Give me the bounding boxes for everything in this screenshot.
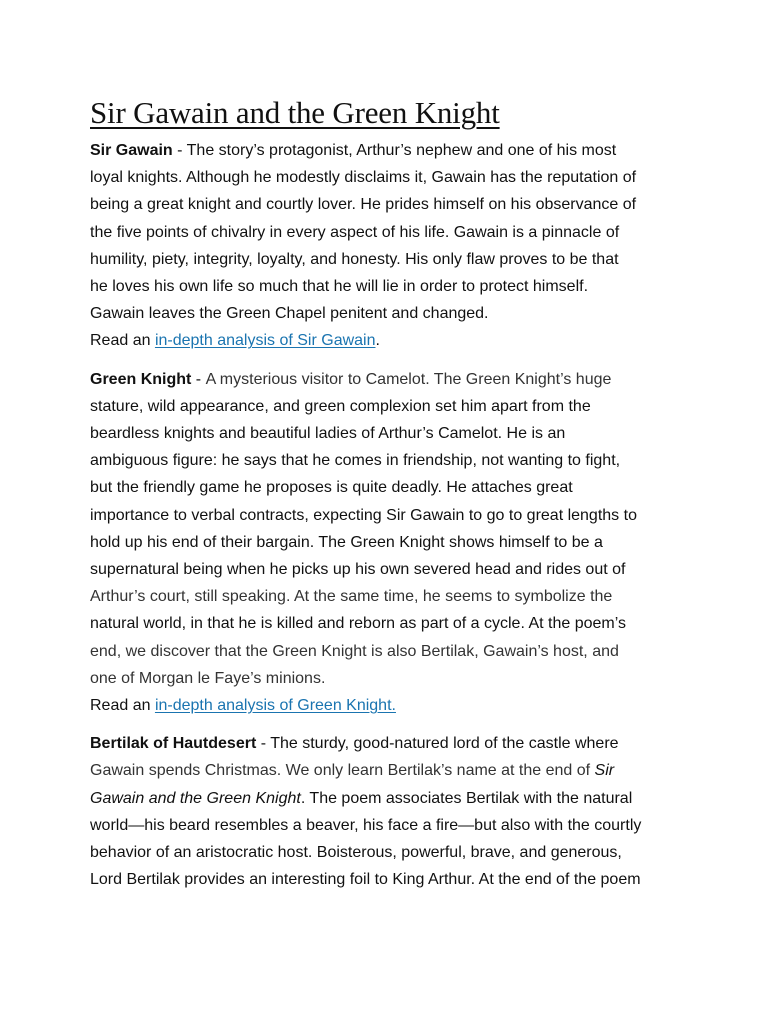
description-line: being a great knight and courtly lover. He prides himself on his observance of: [90, 196, 637, 214]
paragraph-gap: [90, 719, 684, 730]
description-line: he loves his own life so much that he will lie in order to protect himself.: [90, 278, 589, 296]
character-entry-bertilak: [90, 730, 684, 893]
read-more-prefix: Read an: [90, 697, 155, 715]
work-title-italic: Sir: [594, 762, 615, 780]
description-line: end, we discover that the Green Knight is also Bertilak, Gawain’s host, and: [90, 642, 619, 660]
description-line: The sturdy, good-natured lord of the castle where: [270, 735, 619, 753]
description-line: hold up his end of their bargain. The Green Knight shows himself to be a: [90, 533, 603, 551]
description-line: behavior of an aristocratic host. Boisterous, powerful, brave, and generous,: [90, 844, 622, 862]
description-line: Gawain leaves the Green Chapel penitent and changed.: [90, 305, 489, 323]
description-line: world—his beard resembles a beaver, his face a fire—but also with the courtly: [90, 816, 642, 834]
description-line: natural world, in that he is killed and reborn as part of a cycle. At the poem’s: [90, 615, 626, 633]
description-text: . The poem associates Bertilak with the natural: [300, 789, 633, 807]
read-more-line: [90, 327, 684, 354]
description-line: beardless knights and beautiful ladies of Arthur’s Camelot. He is an: [90, 425, 566, 443]
description-line: loyal knights. Although he modestly disclaims it, Gawain has the reputation of: [90, 169, 637, 187]
description-line: stature, wild appearance, and green complexion set him apart from the: [90, 397, 591, 415]
analysis-link-sir-gawain[interactable]: in-depth analysis of Sir Gawain: [154, 332, 376, 350]
description-line: Arthur’s court, still speaking. At the same time, he seems to symbolize the: [90, 588, 613, 606]
description-line: ambiguous figure: he says that he comes in friendship, not wanting to fight,: [90, 452, 621, 470]
description-line: Lord Bertilak provides an interesting foil to King Arthur. At the end of the poem: [90, 871, 641, 889]
description-line: the five points of chivalry in every aspect of his life. Gawain is a pinnacle of: [90, 223, 620, 241]
character-entry-green-knight: [90, 366, 684, 720]
description-line: supernatural being when he picks up his own severed head and rides out of: [90, 561, 626, 579]
read-more-line: [90, 692, 684, 719]
entry-first-line: [90, 366, 684, 393]
name-dash: -: [191, 370, 206, 388]
entry-first-line: [90, 137, 684, 164]
character-name: Green Knight: [90, 370, 192, 388]
character-entry-sir-gawain: [90, 137, 684, 355]
description-line: [90, 785, 684, 812]
character-name: Bertilak of Hautdesert: [90, 735, 257, 753]
character-name: Sir Gawain: [90, 142, 173, 159]
description-line: but the friendly game he proposes is quite deadly. He attaches great: [90, 479, 573, 497]
read-more-suffix: .: [375, 332, 380, 350]
name-dash: -: [256, 735, 271, 753]
description-line: one of Morgan le Faye’s minions.: [90, 669, 326, 687]
description-line: humility, piety, integrity, loyalty, and honesty. His only flaw proves to be that: [90, 250, 619, 268]
name-dash: -: [172, 142, 187, 159]
paragraph-gap: [90, 355, 684, 366]
analysis-link-green-knight[interactable]: in-depth analysis of Green Knight.: [154, 697, 396, 715]
work-title-italic: Gawain and the Green Knight: [90, 789, 301, 807]
entry-first-line: [90, 730, 684, 757]
document-page: [90, 93, 684, 893]
description-line: A mysterious visitor to Camelot. The Green Knight’s huge: [205, 370, 612, 388]
description-line: [90, 757, 684, 784]
document-title: Sir Gawain and the Green Knight: [90, 95, 500, 130]
description-text: Gawain spends Christmas. We only learn Bertilak’s name at the end of: [90, 762, 595, 780]
read-more-prefix: Read an: [90, 332, 155, 350]
description-line: The story’s protagonist, Arthur’s nephew and one of his most: [186, 142, 617, 159]
description-line: importance to verbal contracts, expecting Sir Gawain to go to great lengths to: [90, 506, 637, 524]
